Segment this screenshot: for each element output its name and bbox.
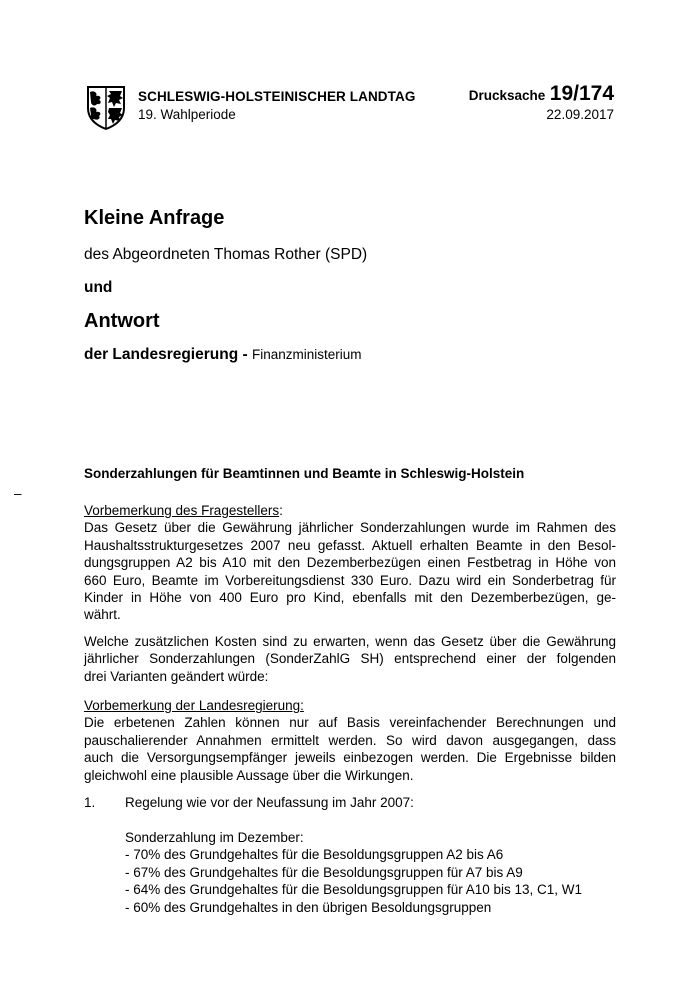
list-item: - 67% des Grundgehaltes für die Besoldungsgruppen für A7 bis A9 bbox=[125, 864, 523, 880]
paragraph-line: Haushaltsstrukturgesetzes 2007 neu gefasst. Aktuell erhalten Beamte in den Besol- bbox=[84, 537, 616, 553]
conjunction: und bbox=[84, 279, 113, 296]
document-type-title: Kleine Anfrage bbox=[84, 207, 225, 229]
list-item: - 64% des Grundgehaltes für die Besoldungsgruppen für A10 bis 13, C1, W1 bbox=[125, 882, 583, 898]
document-date: 22.09.2017 bbox=[546, 107, 614, 122]
paragraph-line: dungsgruppen A2 bis A10 mit den Dezemberbezügen einen Festbetrag in Höhe von bbox=[84, 555, 616, 571]
question-paragraph bbox=[84, 633, 616, 685]
drucksache-number: 19/174 bbox=[549, 82, 614, 105]
landesregierung-section bbox=[84, 697, 616, 784]
author-line: des Abgeordneten Thomas Rother (SPD) bbox=[84, 246, 368, 263]
paragraph-line: auch die Versorgungsempfänger jeweils einbezogen werden. Die Ergebnisse bilden bbox=[84, 750, 616, 766]
fragesteller-section bbox=[84, 502, 616, 624]
coat-of-arms-icon bbox=[86, 84, 126, 130]
item-number: 1. bbox=[84, 795, 96, 810]
paragraph-line: 660 Euro, Beamte im Vorbereitungsdienst 330 Euro. Dazu wird ein Sonderbetrag für bbox=[84, 572, 616, 588]
list-item: - 70% des Grundgehaltes für die Besoldungsgruppen A2 bis A6 bbox=[125, 847, 504, 863]
fragesteller-heading-line bbox=[84, 502, 616, 519]
paragraph-line: Das Gesetz über die Gewährung jährlicher Sonderzahlungen wurde im Rahmen des bbox=[84, 520, 616, 536]
drucksache-label: Drucksache bbox=[468, 88, 546, 103]
sonderzahlung-list bbox=[125, 829, 582, 916]
margin-mark: – bbox=[14, 486, 22, 501]
paragraph-line: drei Varianten geändert würde: bbox=[84, 668, 269, 684]
landesregierung-label: der Landesregierung - bbox=[84, 346, 248, 363]
list-heading: Sonderzahlung im Dezember: bbox=[125, 830, 304, 845]
document-number bbox=[469, 82, 614, 106]
list-item: - 60% des Grundgehaltes in den übrigen Besoldungsgruppen bbox=[125, 899, 492, 915]
paragraph-line: Welche zusätzlichen Kosten sind zu erwarten, wenn das Gesetz über die Gewährung bbox=[84, 634, 616, 649]
paragraph-line: pauschalierender Annahmen ermittelt werden. So wird davon ausgegangen, dass bbox=[84, 732, 616, 748]
fragesteller-heading-colon: : bbox=[279, 503, 283, 518]
paragraph-line: Kinder in Höhe von 400 Euro pro Kind, ebenfalls mit den Dezemberbezügen, ge- bbox=[84, 590, 616, 606]
subject-heading: Sonderzahlungen für Beamtinnen und Beamte in Schleswig-Holstein bbox=[84, 466, 525, 481]
answer-title: Antwort bbox=[84, 310, 160, 332]
parliament-name: SCHLESWIG-HOLSTEINISCHER LANDTAG bbox=[138, 89, 416, 104]
ministry-name: Finanzministerium bbox=[251, 347, 362, 362]
paragraph-line: währt. bbox=[84, 607, 121, 623]
paragraph-line: gleichwohl eine plausible Aussage über die Wirkungen. bbox=[84, 767, 414, 783]
paragraph-line: jährlicher Sonderzahlungen (SonderZahlG SH) entsprechend einer der folgenden bbox=[84, 651, 616, 667]
item-text: Regelung wie vor der Neufassung im Jahr 2007: bbox=[125, 795, 414, 810]
respondent-line bbox=[84, 346, 362, 364]
fragesteller-heading: Vorbemerkung des Fragestellers bbox=[84, 503, 280, 518]
landesregierung-heading: Vorbemerkung der Landesregierung: bbox=[84, 698, 304, 713]
legislative-period: 19. Wahlperiode bbox=[138, 107, 236, 122]
paragraph-line: Die erbetenen Zahlen können nur auf Basis vereinfachender Berechnungen und bbox=[84, 715, 616, 731]
